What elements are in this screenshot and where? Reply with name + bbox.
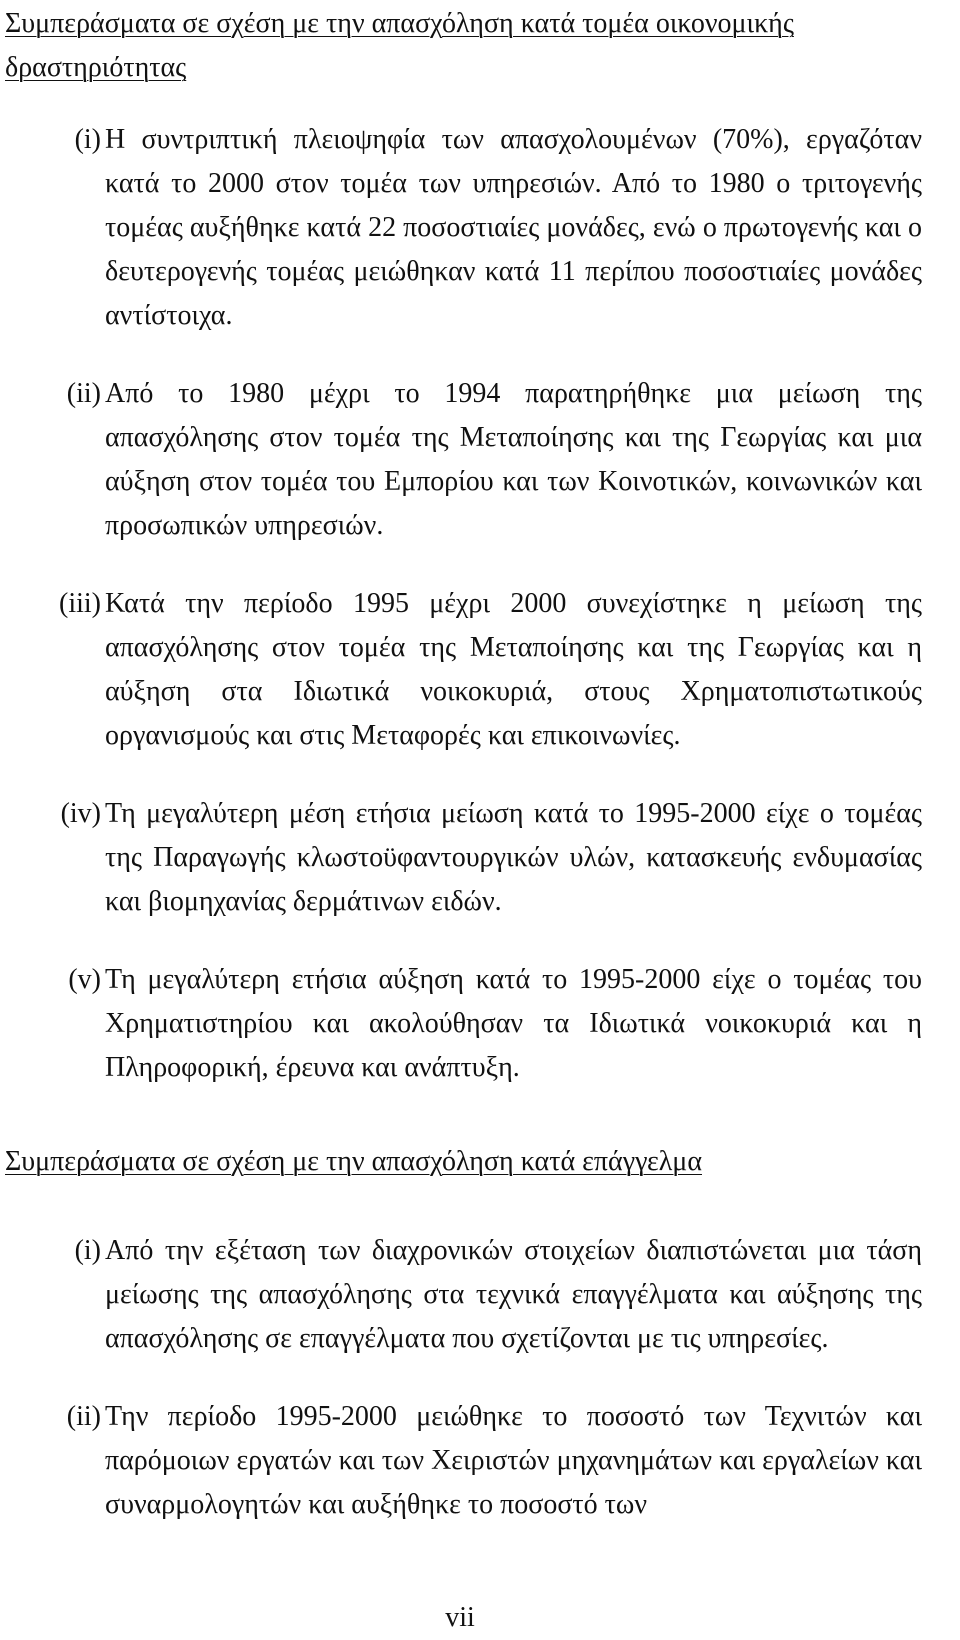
item-text: Κατά την περίοδο 1995 μέχρι 2000 συνεχίστηκε η μείωση της απασχόλησης στον τομέα της Μεταποίησης και της Γεωργίας και η αύξηση στα Ιδιωτικά νοικοκυριά, στους Χρηματοπιστωτικούς οργανισμούς και στις Μεταφορές και επικοινωνίες. bbox=[105, 588, 922, 751]
item-number: (i) bbox=[74, 124, 101, 155]
occupation-conclusions-list bbox=[5, 1229, 922, 1561]
section-heading-sector: Συμπεράσματα σε σχέση με την απασχόληση κατά τομέα οικονομικής δραστηριότητας bbox=[5, 8, 794, 83]
item-number: (v) bbox=[68, 964, 101, 995]
item-number: (i) bbox=[74, 1235, 101, 1266]
item-number: (iv) bbox=[60, 798, 101, 829]
item-number: (ii) bbox=[66, 378, 101, 409]
list-item bbox=[5, 118, 922, 338]
item-text: Τη μεγαλύτερη μέση ετήσια μείωση κατά το 1995-2000 είχε ο τομέας της Παραγωγής κλωστοϋφαντουργικών υλών, κατασκευής ενδυμασίας και βιομηχανίας δερμάτινων ειδών. bbox=[105, 798, 922, 917]
page-number: vii bbox=[445, 1602, 475, 1633]
item-text: Από το 1980 μέχρι το 1994 παρατηρήθηκε μια μείωση της απασχόλησης στον τομέα της Μεταποίησης και της Γεωργίας και μια αύξηση στον τομέα του Εμπορίου και των Κοινοτικών, κοινωνικών και προσωπικών υπηρεσιών. bbox=[105, 378, 922, 541]
item-number: (ii) bbox=[66, 1401, 101, 1432]
list-item bbox=[5, 372, 922, 548]
section-heading-occupation: Συμπεράσματα σε σχέση με την απασχόληση κατά επάγγελμα bbox=[5, 1146, 702, 1177]
item-text: Η συντριπτική πλειοψηφία των απασχολουμένων (70%), εργαζόταν κατά το 2000 στον τομέα των υπηρεσιών. Από το 1980 ο τριτογενής τομέας αυξήθηκε κατά 22 ποσοστιαίες μονάδες, ενώ ο πρωτογενής και ο δευτερογενής τομέας μειώθηκαν κατά 11 περίπου ποσοστιαίες μονάδες αντίστοιχα. bbox=[105, 124, 922, 331]
list-item bbox=[5, 1229, 922, 1361]
item-text: Τη μεγαλύτερη ετήσια αύξηση κατά το 1995-2000 είχε ο τομέας του Χρηματιστηρίου και ακολούθησαν τα Ιδιωτικά νοικοκυριά και η Πληροφορική, έρευνα και ανάπτυξη. bbox=[105, 964, 922, 1083]
item-text: Την περίοδο 1995-2000 μειώθηκε το ποσοστό των Τεχνιτών και παρόμοιων εργατών και των Χειριστών μηχανημάτων και εργαλείων και συναρμολογητών και αυξήθηκε το ποσοστό των bbox=[105, 1401, 922, 1520]
list-item bbox=[5, 958, 922, 1090]
list-item bbox=[5, 582, 922, 758]
item-number: (iii) bbox=[59, 588, 101, 619]
list-item bbox=[5, 792, 922, 924]
list-item bbox=[5, 1395, 922, 1527]
item-text: Από την εξέταση των διαχρονικών στοιχείων διαπιστώνεται μια τάση μείωσης της απασχόλησης στα τεχνικά επαγγέλματα και αύξησης της απασχόλησης σε επαγγέλματα που σχετίζονται με τις υπηρεσίες. bbox=[105, 1235, 922, 1354]
sector-conclusions-list bbox=[5, 118, 922, 1124]
